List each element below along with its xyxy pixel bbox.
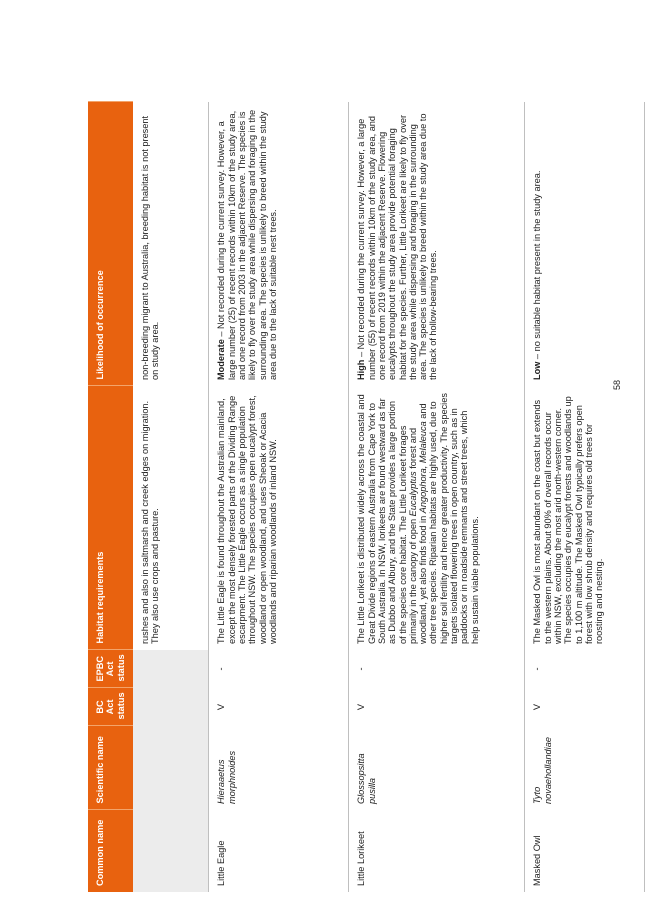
cell-epbc-status: - bbox=[349, 650, 525, 688]
cell-epbc-status: - bbox=[209, 650, 349, 688]
likelihood-text: – no suitable habitat present in the study area. bbox=[532, 170, 543, 362]
header-habitat: Habitat requirements bbox=[88, 386, 133, 650]
cell-epbc-status: - bbox=[525, 650, 645, 688]
rotated-table-container bbox=[88, 102, 605, 892]
header-bc-status: BC Act status bbox=[88, 688, 133, 726]
cell-scientific-name: Hieraaetus morphnoides bbox=[209, 726, 349, 810]
cell-common-name: Little Eagle bbox=[209, 810, 349, 892]
cell-likelihood bbox=[349, 102, 525, 386]
header-likelihood: Likelihood of occurrence bbox=[88, 102, 133, 386]
table-row bbox=[209, 102, 349, 892]
cell-empty bbox=[133, 688, 209, 726]
cell-empty bbox=[133, 650, 209, 688]
table-header-row bbox=[88, 102, 133, 892]
cell-habitat: The Masked Owl is most abundant on the coast but extends to the western plains. About 90% of overall records occur within NSW, excluding the most arid north-western corner. The species occupies dry eucalypt forests and woodlands up to 1,100 m altitude. The Masked Owl typically prefers open forest with low shrub density and requires old trees for roosting and nesting. bbox=[525, 386, 645, 650]
table-row-continued bbox=[133, 102, 209, 892]
likelihood-text: – Not recorded during the current survey. However, a large number (55) of recent records within 10km of the study area, and one record from 2019 within the adjacent Reserve. Flowering eucalypts throughout the study area provide potential foraging habitat for the species. Further, Little Lorikeet are likely to fly over the study area while dispersing and foraging in the surrounding area. The species is unlikely to breed within the study area due to the lack of hollow-bearing trees. bbox=[356, 113, 439, 380]
cell-scientific-name: Glossopsitta pusilla bbox=[349, 726, 525, 810]
cell-bc-status: V bbox=[209, 688, 349, 726]
page-number: 58 bbox=[612, 379, 622, 390]
likelihood-label: Low bbox=[532, 361, 543, 380]
header-scientific-name: Scientific name bbox=[88, 726, 133, 810]
cell-bc-status: V bbox=[349, 688, 525, 726]
cell-likelihood bbox=[209, 102, 349, 386]
habitat-genus: Angophora, Melaleuca bbox=[418, 421, 429, 514]
table-row bbox=[349, 102, 525, 892]
header-common-name: Common name bbox=[88, 810, 133, 892]
likelihood-text: – Not recorded during the current survey. However, a large number (25) of recent records within 10km of the study area, and one record from 2003 in the adjacent Reserve. The species is likely to fly over the study area while dispersing and foraging in the surrounding area. The species is unlikely to breed within the study area due to the lack of suitable nest trees. bbox=[216, 109, 278, 380]
threatened-species-table bbox=[88, 102, 645, 893]
cell-habitat: The Little Eagle is found throughout the Australian mainland, except the most densely forested parts of the Dividing Range escarpment. The Little Eagle occurs as a single population throughout NSW. The species occupies open eucalypt forest, woodland or open woodland, and uses Sheoak or Acacia woodlands and riparian woodlands of inland NSW. bbox=[209, 386, 349, 650]
likelihood-label: High bbox=[356, 359, 367, 380]
likelihood-label: Moderate bbox=[216, 339, 227, 380]
cell-habitat bbox=[349, 386, 525, 650]
cell-likelihood-continued: non-breeding migrant to Australia, breeding habitat is not present on study area. bbox=[133, 102, 209, 386]
habitat-genus: Eucalyptus bbox=[407, 471, 418, 517]
habitat-text: forest and woodland, yet also finds food in bbox=[407, 427, 429, 644]
habitat-text: The Little Lorikeet is distributed widely across the coastal and Great Divide regions of eastern Australia from Cape York to South Australia. In NSW, lorikeets are found westward as far as Dubbo and Albury, and the State provides a large portion of the species core habitat. The Little Lorikeet forages primarily in the canopy of open bbox=[356, 394, 418, 644]
cell-common-name: Little Lorikeet bbox=[349, 810, 525, 892]
cell-likelihood bbox=[525, 102, 645, 386]
cell-common-name: Masked Owl bbox=[525, 810, 645, 892]
cell-scientific-name: Tyto novaehollandiae bbox=[525, 726, 645, 810]
cell-habitat-continued: rushes and also in saltmarsh and creek edges on migration. They also use crops and pasture. bbox=[133, 386, 209, 650]
header-epbc-status: EPBC Act status bbox=[88, 650, 133, 688]
cell-empty bbox=[133, 810, 209, 892]
habitat-text: and other tree species. Riparian habitats are highly used, due to higher soil fertility and hence greater productivity. The species targets isolated flowering trees in open country, such as in paddocks or in roadside remnants and street trees, which help sustain viable populations. bbox=[418, 393, 480, 644]
table-row bbox=[525, 102, 645, 892]
cell-bc-status: V bbox=[525, 688, 645, 726]
cell-empty bbox=[133, 726, 209, 810]
